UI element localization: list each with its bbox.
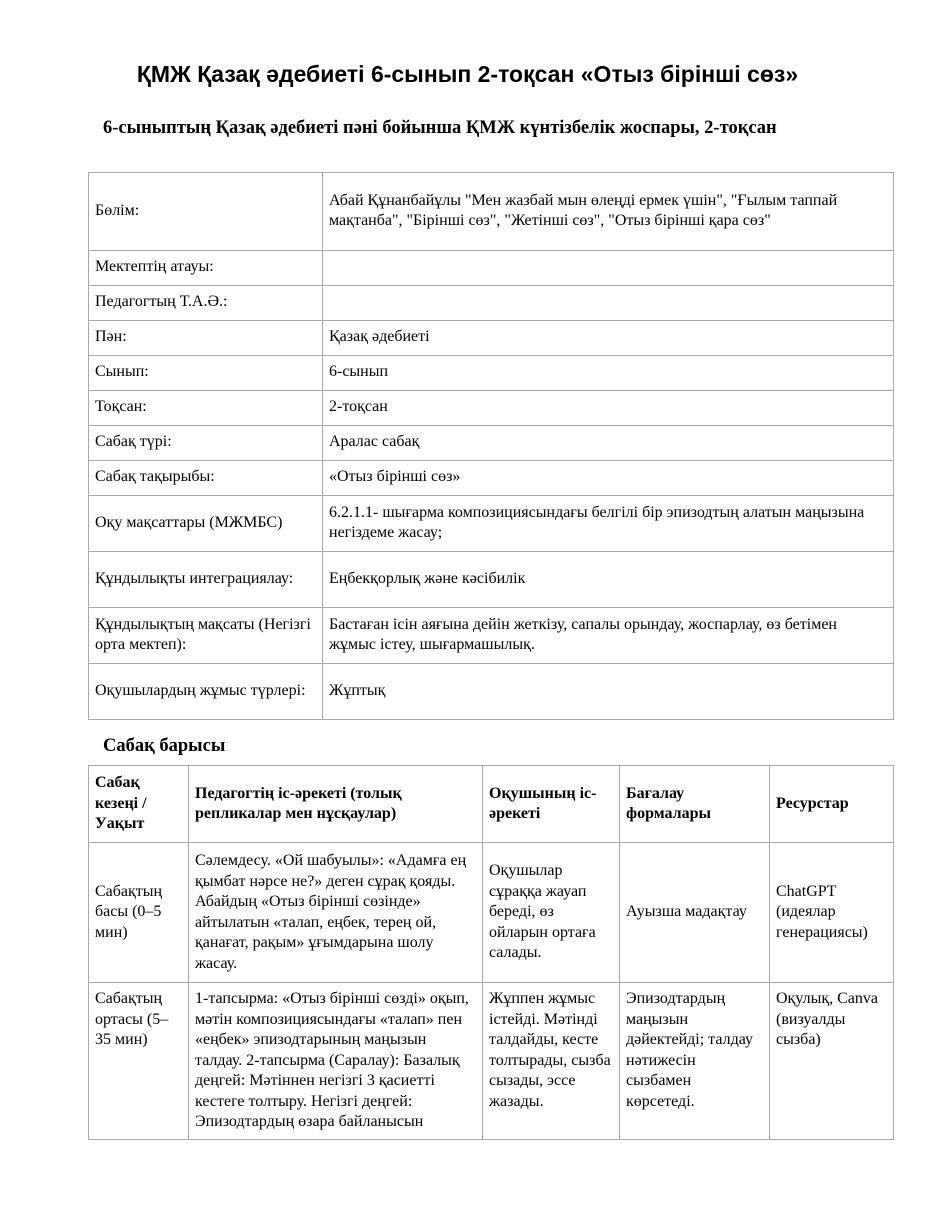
- info-label: Педагогтың Т.А.Ә.:: [89, 286, 323, 321]
- page-title: ҚМЖ Қазақ әдебиеті 6-сынып 2-тоқсан «Отыз бірінші сөз»: [136, 61, 799, 87]
- info-value: Еңбекқорлық және кәсібилік: [323, 552, 894, 608]
- teacher-activity-cell: Сәлемдесу. «Ой шабуылы»: «Адамға ең қымбат нәрсе не?» деген сұрақ қояды. Абайдың «Отыз бірінші сөзінде» айтылатын «талап, еңбек, терең ой, қанағат, рақым» ұғымдарына шолу жасау.: [189, 843, 483, 983]
- info-row-lesson-type: [89, 426, 894, 461]
- info-row-quarter: [89, 391, 894, 426]
- header-stage: Сабақ кезеңі / Уақыт: [89, 766, 189, 843]
- header-student-activity: Оқушының іс-әрекеті: [483, 766, 620, 843]
- info-value: 6.2.1.1- шығарма композициясындағы белгілі бір эпизодтың алатын маңызына негіздеме жасау;: [323, 496, 894, 552]
- info-label: Бөлім:: [89, 173, 323, 251]
- header-resources: Ресурстар: [770, 766, 894, 843]
- info-value: Қазақ әдебиеті: [323, 321, 894, 356]
- lesson-progress-heading: Сабақ барысы: [103, 736, 226, 756]
- lesson-info-table: [88, 172, 894, 720]
- header-assessment: Бағалау формалары: [620, 766, 770, 843]
- info-label: Тоқсан:: [89, 391, 323, 426]
- table-row: [89, 983, 894, 1140]
- info-label: Құндылықты интеграциялау:: [89, 552, 323, 608]
- info-label: Құндылықтың мақсаты (Негізгі орта мектеп):: [89, 608, 323, 664]
- assessment-cell: Ауызша мадақтау: [620, 843, 770, 983]
- info-label: Сабақ түрі:: [89, 426, 323, 461]
- info-row-grade: [89, 356, 894, 391]
- student-activity-cell: Жұппен жұмыс істейді. Мәтінді талдайды, кесте толтырады, сызба сызады, эссе жазады.: [483, 983, 620, 1140]
- info-value: Жұптық: [323, 664, 894, 720]
- info-row-work-forms: [89, 664, 894, 720]
- info-value: [323, 251, 894, 286]
- student-activity-cell: Оқушылар сұраққа жауап береді, өз ойларын ортаға салады.: [483, 843, 620, 983]
- info-label: Мектептің атауы:: [89, 251, 323, 286]
- assessment-cell: Эпизодтардың маңызын дәйектейді; талдау нәтижесін сызбамен көрсетеді.: [620, 983, 770, 1140]
- info-value: 2-тоқсан: [323, 391, 894, 426]
- document-subtitle: 6-сыныптың Қазақ әдебиеті пәні бойынша ҚМЖ күнтізбелік жоспары, 2-тоқсан: [103, 118, 777, 138]
- info-value: Абай Құнанбайұлы "Мен жазбай мын өлеңді ермек үшін", "Ғылым таппай мақтанба", "Бірінші сөз", "Жетінші сөз", "Отыз бірінші қара сөз": [323, 173, 894, 251]
- info-row-value-integration: [89, 552, 894, 608]
- stage-cell: Сабақтың басы (0–5 мин): [89, 843, 189, 983]
- info-value: [323, 286, 894, 321]
- info-value: Аралас сабақ: [323, 426, 894, 461]
- info-row-value-goal: [89, 608, 894, 664]
- info-row-teacher: [89, 286, 894, 321]
- resources-cell: Оқулық, Canva (визуалды сызба): [770, 983, 894, 1140]
- info-value: Бастаған ісін аяғына дейін жеткізу, сапалы орындау, жоспарлау, өз бетімен жұмыс істеу, шығармашылық.: [323, 608, 894, 664]
- info-label: Оқу мақсаттары (МЖМБС): [89, 496, 323, 552]
- info-value: «Отыз бірінші сөз»: [323, 461, 894, 496]
- info-row-school: [89, 251, 894, 286]
- stage-cell: Сабақтың ортасы (5–35 мин): [89, 983, 189, 1140]
- info-label: Пән:: [89, 321, 323, 356]
- table-row: [89, 843, 894, 983]
- info-value: 6-сынып: [323, 356, 894, 391]
- info-row-lesson-topic: [89, 461, 894, 496]
- lesson-progress-table: [88, 765, 894, 1140]
- info-label: Сабақ тақырыбы:: [89, 461, 323, 496]
- info-label: Оқушылардың жұмыс түрлері:: [89, 664, 323, 720]
- info-row-learning-objectives: [89, 496, 894, 552]
- header-teacher-activity: Педагогтің іс-әрекеті (толық репликалар мен нұсқаулар): [189, 766, 483, 843]
- info-row-subject: [89, 321, 894, 356]
- resources-cell: ChatGPT (идеялар генерациясы): [770, 843, 894, 983]
- teacher-activity-cell: 1-тапсырма: «Отыз бірінші сөзді» оқып, мәтін композициясындағы «талап» пен «еңбек» эпизодтарының маңызын талдау. 2-тапсырма (Саралау): Базалық деңгей: Мәтіннен негізгі 3 қасиетті кестеге толтыру. Негізгі деңгей: Эпизодтардың өзара байланысын: [189, 983, 483, 1140]
- info-label: Сынып:: [89, 356, 323, 391]
- table-header-row: [89, 766, 894, 843]
- info-row-section: [89, 173, 894, 251]
